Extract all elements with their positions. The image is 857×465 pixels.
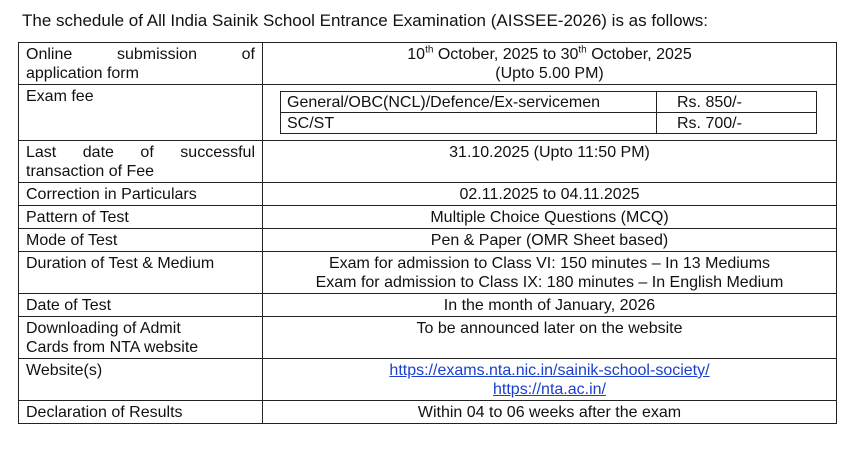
date-start-suffix: th (425, 44, 434, 56)
online-submission-label-line2: application form (26, 65, 139, 82)
admit-cards-label-line2: Cards from NTA website (26, 339, 199, 356)
row-mode (19, 229, 837, 252)
fee-amount-scst: Rs. 700/- (657, 113, 817, 134)
last-date-label (19, 141, 263, 183)
date-end-suffix: th (578, 44, 587, 56)
row-results (19, 401, 837, 424)
admit-cards-label-line1: Downloading of Admit (26, 320, 181, 337)
website-label: Website(s) (19, 359, 263, 401)
last-date-value: 31.10.2025 (Upto 11:50 PM) (263, 141, 837, 183)
duration-label: Duration of Test & Medium (19, 252, 263, 294)
fee-amount-general: Rs. 850/- (657, 92, 817, 113)
row-date-of-test (19, 294, 837, 317)
date-range-middle: October, 2025 to 30 (433, 46, 579, 63)
mode-value: Pen & Paper (OMR Sheet based) (263, 229, 837, 252)
fee-row-general (281, 92, 817, 113)
online-submission-value (263, 43, 837, 85)
fee-category-scst: SC/ST (281, 113, 657, 134)
row-duration (19, 252, 837, 294)
date-start-day: 10 (407, 46, 426, 63)
results-label: Declaration of Results (19, 401, 263, 424)
duration-class-vi: Exam for admission to Class VI: 150 minutes – In 13 Mediums (328, 255, 771, 272)
pattern-label: Pattern of Test (19, 206, 263, 229)
exam-fee-value (263, 85, 837, 141)
row-website (19, 359, 837, 401)
online-submission-time: (Upto 5.00 PM) (495, 65, 604, 82)
website-link-sainik[interactable]: https://exams.nta.nic.in/sainik-school-society/ (389, 362, 710, 379)
fee-category-general: General/OBC(NCL)/Defence/Ex-servicemen (281, 92, 657, 113)
row-pattern (19, 206, 837, 229)
row-online-submission (19, 43, 837, 85)
website-link-nta[interactable]: https://nta.ac.in/ (493, 381, 606, 398)
last-date-label-line2: transaction of Fee (26, 163, 155, 180)
row-exam-fee (19, 85, 837, 141)
results-value: Within 04 to 06 weeks after the exam (263, 401, 837, 424)
row-last-date (19, 141, 837, 183)
row-correction (19, 183, 837, 206)
date-end-month: October, 2025 (586, 46, 692, 63)
schedule-table (18, 42, 837, 424)
row-admit-cards (19, 317, 837, 359)
online-submission-dates (270, 45, 829, 64)
date-of-test-label: Date of Test (19, 294, 263, 317)
online-submission-label (19, 43, 263, 85)
schedule-heading: The schedule of All India Sainik School Entrance Examination (AISSEE-2026) is as follows: (22, 11, 709, 30)
fee-row-scst (281, 113, 817, 134)
website-value (263, 359, 837, 401)
admit-cards-value: To be announced later on the website (263, 317, 837, 359)
duration-class-ix: Exam for admission to Class IX: 180 minutes – In English Medium (315, 274, 784, 291)
correction-label: Correction in Particulars (19, 183, 263, 206)
fee-table (280, 91, 817, 134)
exam-fee-label: Exam fee (19, 85, 263, 141)
admit-cards-label (19, 317, 263, 359)
mode-label: Mode of Test (19, 229, 263, 252)
date-of-test-value: In the month of January, 2026 (263, 294, 837, 317)
duration-value (263, 252, 837, 294)
last-date-label-line1: Last date of successful (26, 144, 255, 161)
pattern-value: Multiple Choice Questions (MCQ) (263, 206, 837, 229)
online-submission-label-line1: Online submission of (26, 46, 255, 63)
correction-value: 02.11.2025 to 04.11.2025 (263, 183, 837, 206)
